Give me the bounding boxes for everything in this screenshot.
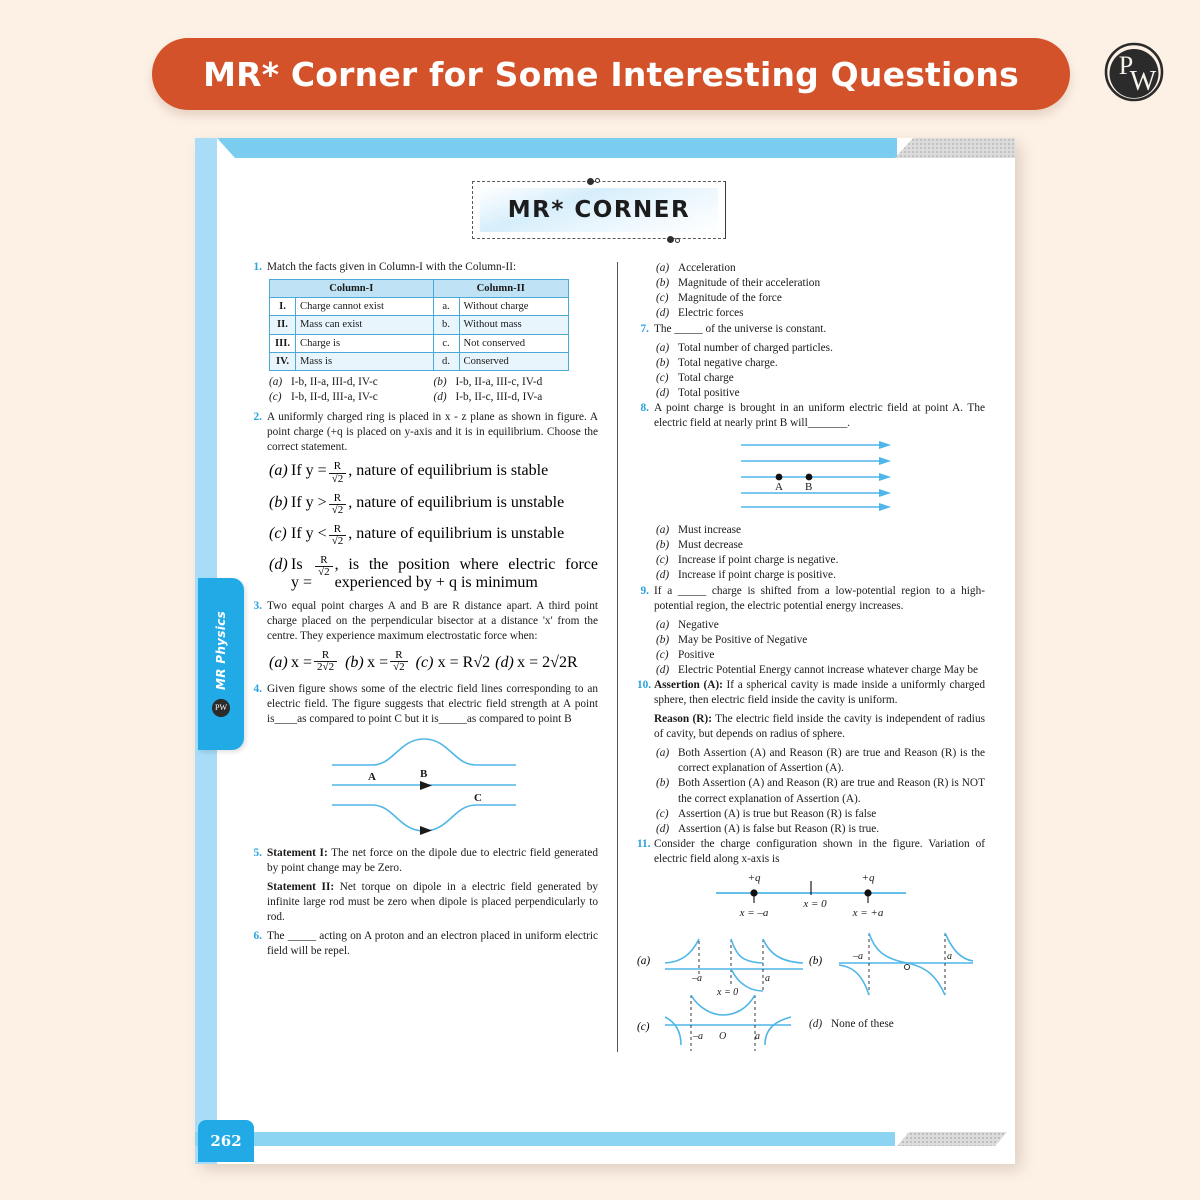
option-text: Total number of charged particles. [678,341,833,354]
fraction-numerator: R [333,522,342,535]
row-roman: II. [270,316,296,334]
figure-label-a: A [368,770,376,783]
question-number: 2. [253,411,262,424]
heading-inner [480,188,718,232]
heading-dot-top-filled [587,178,594,185]
row-roman: IV. [270,352,296,370]
question-7 [637,322,985,337]
option-label: (a) [269,462,288,480]
assertion-label: Assertion (A): [654,679,723,692]
question-6 [250,929,598,959]
option-a[interactable] [269,375,434,390]
graph-row-top [637,929,985,1001]
question-number: 5. [253,846,262,859]
option-c[interactable] [656,371,985,386]
question-text [267,846,598,876]
option-label: (c) [656,371,669,384]
option-label: (c) [656,292,669,305]
statement-2-text: Net torque on dipole in a electric field generated by infinite large rod must be zero when dipole is placed perpendicularly to rod. [267,880,598,924]
option-label: (b) [809,954,823,967]
option-d[interactable] [656,306,985,321]
option-label: (a) [656,618,670,631]
option-label: (c) [656,807,669,820]
pw-logo-icon [1096,34,1172,110]
option-text: x = [367,653,389,671]
option-text: None of these [831,1017,894,1030]
option-label: (c) [656,648,669,661]
row-letter: b. [433,316,459,334]
option-text: I-b, II-d, III-a, IV-c [291,391,378,404]
side-tab-pw-logo-icon: PW [212,699,230,717]
option-suffix: , nature of equilibrium is unstable [348,493,565,511]
row-right-text: Not conserved [459,334,568,352]
question-4 [250,682,598,727]
option-label: (a) [656,262,670,274]
option-label: (a) [637,954,651,967]
question-11-graph-options [637,929,985,1053]
page-number-badge [198,1120,254,1162]
uniform-field-figure [637,437,985,515]
assertion-text: If a spherical cavity is made inside a uniformly charged sphere, then electric field inside the cavity is uniform. [654,679,985,707]
option-b[interactable] [656,276,985,291]
fraction [390,650,408,674]
side-tab-mr-physics[interactable] [198,578,244,750]
row-roman: III. [270,334,296,352]
option-label: (a) [656,747,670,760]
option-c[interactable] [269,522,598,549]
option-label: (c) [415,653,434,671]
option-c[interactable] [656,553,985,568]
question-text [654,678,985,708]
option-label: (d) [495,653,514,671]
option-label: (c) [637,1020,650,1033]
question-number: 3. [253,599,262,612]
fraction-denominator: √2 [329,535,347,548]
option-d[interactable] [656,822,985,837]
axis-tick-minus-a: –a [692,972,702,984]
option-text: x = [291,653,313,671]
option-label: (a) [656,524,670,537]
charge-right-label: +q [861,871,875,884]
option-label: (c) [269,524,287,542]
question-text: The _____ acting on A proton and an electron placed in uniform electric field will be repel. [267,930,598,958]
option-suffix: , is the position where electric force experienced by + q is minimum [334,555,598,591]
mr-corner-heading-box [472,181,726,239]
fraction-numerator: R [321,648,330,661]
question-10-options [656,746,985,837]
question-10-reason [637,712,985,742]
option-prefix: If y = [291,462,327,480]
question-text [267,880,598,925]
option-b[interactable] [656,356,985,371]
option-text: Negative [678,618,719,631]
option-label: (c) [269,391,282,404]
row-roman: I. [270,298,296,316]
question-5 [250,846,598,876]
top-banner [0,0,1200,130]
option-text: Acceleration [678,262,736,274]
option-c[interactable] [656,291,985,306]
option-d[interactable] [809,995,969,1032]
question-text: Two equal point charges A and B are R distance apart. A third point charge placed on the perpendicular bisector at a distance 'x' from the centre. They experience maximum electrostatic force when: [267,599,598,642]
question-number: 8. [640,402,649,415]
banner-title: MR* Corner for Some Interesting Questions [203,54,1019,94]
option-text: Must increase [678,524,742,537]
question-number: 9. [640,584,649,597]
option-label: (d) [656,569,670,582]
row-letter: a. [433,298,459,316]
position-left-label: x = –a [739,906,769,919]
fraction [329,493,347,517]
question-11 [637,837,985,867]
heading-frame-right [725,181,727,239]
reason-text: The electric field inside the cavity is independent of radius of cavity, but depends on radius of sphere. [654,713,985,741]
question-7-options [656,341,985,402]
option-text: I-b, II-a, III-c, IV-d [455,376,543,389]
fraction [314,650,337,674]
fraction-denominator: √2 [315,566,333,579]
axis-tick-a: a [765,972,770,984]
option-suffix: , nature of equilibrium is stable [348,462,549,480]
option-d[interactable] [434,390,599,405]
spacer [637,712,654,742]
option-suffix: , nature of equilibrium is unstable [348,524,565,542]
page-number-text: 262 [210,1132,242,1150]
option-text: Both Assertion (A) and Reason (R) are true and Reason (R) is NOT the correct explanation of Assertion (A). [678,777,985,805]
option-label: (a) [269,653,288,671]
svg-text:P: P [1118,51,1134,80]
question-3 [250,599,598,644]
option-text: Positive [678,648,715,661]
question-text: The _____ of the universe is constant. [654,322,827,335]
graph-row-bottom [637,995,985,1053]
fraction-numerator: R [333,491,342,504]
row-letter: c. [433,334,459,352]
table-row [270,316,569,334]
option-text: Increase if point charge is negative. [678,554,839,567]
option-label: (d) [433,391,447,404]
option-label: (c) [656,554,669,567]
row-right-text: Conserved [459,352,568,370]
option-text: Total negative charge. [678,356,778,369]
statement-1-label: Statement I: [267,846,328,859]
row-left-text: Mass can exist [296,316,434,334]
fraction [329,524,347,548]
row-right-text: Without mass [459,316,568,334]
heading-dot-bottom-filled [667,236,674,243]
option-text: Must decrease [678,539,743,552]
axis-tick-minus-a: –a [853,950,863,962]
option-b[interactable] [656,538,985,553]
option-text: Total charge [678,371,734,384]
question-text: If a _____ charge is shifted from a low-potential region to a high-potential region, the electric potential energy increases. [654,584,985,612]
option-label: (d) [656,307,670,320]
option-text: Both Assertion (A) and Reason (R) are true and Reason (R) is the correct explanation of Assertion (A). [678,747,985,775]
option-d[interactable] [656,386,985,401]
page-bottom-dotted-band [897,1132,1007,1146]
table-row [270,298,569,316]
question-number: 1. [253,261,262,273]
charge-left-label: +q [747,871,761,884]
figure-label-c: C [474,791,482,804]
question-text: Match the facts given in Column-I with the Column-II: [267,261,517,273]
side-tab-label: MR Physics [214,611,228,691]
question-text: A uniformly charged ring is placed in x - z plane as shown in figure. A point charge (+q is placed on y-axis and it is in equilibrium. Choose the correct statement. [267,411,598,454]
question-number: 7. [640,322,649,335]
option-label: (b) [656,633,670,646]
option-text: Increase if point charge is positive. [678,569,836,582]
option-text: x = 2√2R [517,653,578,671]
option-text: May be Positive of Negative [678,633,808,646]
question-text: Given figure shows some of the electric field lines corresponding to an electric field. The figure suggests that electric field strength at A point is____as compared to point C but it is_____as compared to point B [267,682,598,725]
question-10 [637,678,985,708]
right-column [637,260,985,1130]
page-bottom-band [195,1132,895,1146]
statement-1-text: The net force on the dipole due to electric field generated by point change may be Zero. [267,846,598,874]
option-a[interactable] [656,341,985,356]
row-right-text: Without charge [459,298,568,316]
option-text: Total positive [678,386,740,399]
field-lines-figure [250,733,598,838]
question-8 [637,401,985,431]
question-number: 6. [253,930,262,943]
option-text: Magnitude of the force [678,292,782,305]
option-text: Electric Potential Energy cannot increase whatever charge May be [678,663,979,676]
option-label: (b) [656,356,670,369]
table-row [270,352,569,370]
fraction-denominator: √2 [390,661,408,674]
option-prefix: If y > [291,493,327,511]
option-prefix: Is y = [291,555,313,591]
heading-dot-top-hollow [595,178,600,183]
heading-dot-bottom-hollow [675,238,680,243]
option-label: (d) [656,822,670,835]
option-label: (d) [269,555,288,573]
table-header-col1: Column-I [270,280,434,298]
axis-origin-label: x = 0 [717,986,739,998]
fraction-denominator: √2 [329,504,347,517]
option-label: (b) [345,653,364,671]
option-a[interactable] [656,261,985,276]
fraction [329,461,347,485]
option-d[interactable] [269,553,598,592]
mr-corner-title: MR* CORNER [507,197,691,223]
banner-pill [152,38,1070,110]
page-top-dotted-band [895,138,1015,158]
option-a[interactable] [656,618,985,633]
fraction-denominator: √2 [329,473,347,486]
column-gap [598,260,637,1130]
option-text: Assertion (A) is false but Reason (R) is true. [678,822,880,835]
book-page [195,138,1015,1164]
option-a[interactable] [269,462,598,486]
option-label: (b) [656,777,670,790]
question-9-options [656,618,985,679]
axis-tick-a: a [947,950,952,962]
graph-option-b[interactable] [835,929,977,1001]
option-label: (b) [656,539,670,552]
option-text: Magnitude of their acceleration [678,277,821,290]
axis-tick-minus-a: –a [693,1030,703,1042]
position-mid-label: x = 0 [803,897,827,910]
question-number: 4. [253,682,262,695]
option-prefix: If y < [291,524,327,542]
fraction [315,555,333,579]
fraction-numerator: R [333,460,342,473]
option-d[interactable] [656,663,985,678]
option-label: (b) [269,493,288,511]
graph-option-a[interactable] [659,929,809,1001]
arrowhead-bottom [420,826,432,835]
option-b[interactable] [434,375,599,390]
option-a[interactable] [656,746,985,776]
row-left-text: Mass is [296,352,434,370]
origin-marker [904,964,909,969]
match-table [269,279,569,371]
figure-label-a: A [775,481,783,494]
option-c[interactable] [656,648,985,663]
graph-option-c[interactable] [659,995,809,1053]
question-6-options [656,261,985,322]
fraction-numerator: R [395,648,403,661]
column-divider [617,262,618,1052]
option-a[interactable] [656,523,985,538]
option-c[interactable] [656,807,985,822]
arrowhead-middle [420,781,432,790]
figure-label-b: B [420,767,428,780]
question-1 [250,260,598,275]
question-number: 11. [637,837,651,850]
table-header-col2: Column-II [433,280,568,298]
question-3-options [269,648,598,675]
option-label: (d) [656,386,670,399]
option-text: Assertion (A) is true but Reason (R) is false [678,807,877,820]
question-number: 10. [637,679,652,692]
row-left-text: Charge cannot exist [296,298,434,316]
option-text: I-b, II-a, III-d, IV-c [291,376,378,389]
question-2-options [269,462,598,591]
row-left-text: Charge is [296,334,434,352]
option-text: Electric forces [678,307,744,320]
option-b[interactable] [269,491,598,518]
question-5-statement-2 [250,880,598,925]
option-label: (d) [656,663,670,676]
option-b[interactable] [656,776,985,806]
table-row [270,334,569,352]
page-top-band [217,138,897,158]
axis-tick-a: a [755,1030,760,1042]
option-c[interactable] [269,390,434,405]
content-columns [250,260,985,1130]
option-b[interactable] [656,633,985,648]
question-text [654,712,985,742]
axis-origin-label: O [719,1030,727,1042]
figure-label-b: B [805,481,813,494]
reason-label: Reason (R): [654,713,712,726]
option-d[interactable] [656,568,985,583]
question-9 [637,584,985,614]
question-2 [250,410,598,455]
fraction-numerator: R [320,553,328,566]
statement-2-label: Statement II: [267,880,335,893]
left-column [250,260,598,1130]
option-text: x = R√2 [437,653,491,671]
option-label: (b) [433,376,447,389]
position-right-label: x = +a [852,906,884,919]
option-text: I-b, II-c, III-d, IV-a [455,391,543,404]
spacer [250,880,267,925]
question-1-options [269,375,598,405]
charge-configuration-figure [637,871,985,925]
option-label: (a) [656,341,670,354]
fraction-denominator: 2√2 [314,661,337,674]
row-letter: d. [433,352,459,370]
question-text: Consider the charge configuration shown in the figure. Variation of electric field along x-axis is [654,837,985,865]
question-text: A point charge is brought in an uniform electric field at point A. The electric field at nearly print B will_______. [654,402,985,430]
point-b-dot [806,474,813,481]
question-8-options [656,523,985,584]
option-label: (d) [809,1017,823,1030]
svg-text:W: W [1129,66,1157,97]
option-label: (a) [269,376,283,389]
point-a-dot [776,474,783,481]
option-label: (b) [656,277,670,290]
